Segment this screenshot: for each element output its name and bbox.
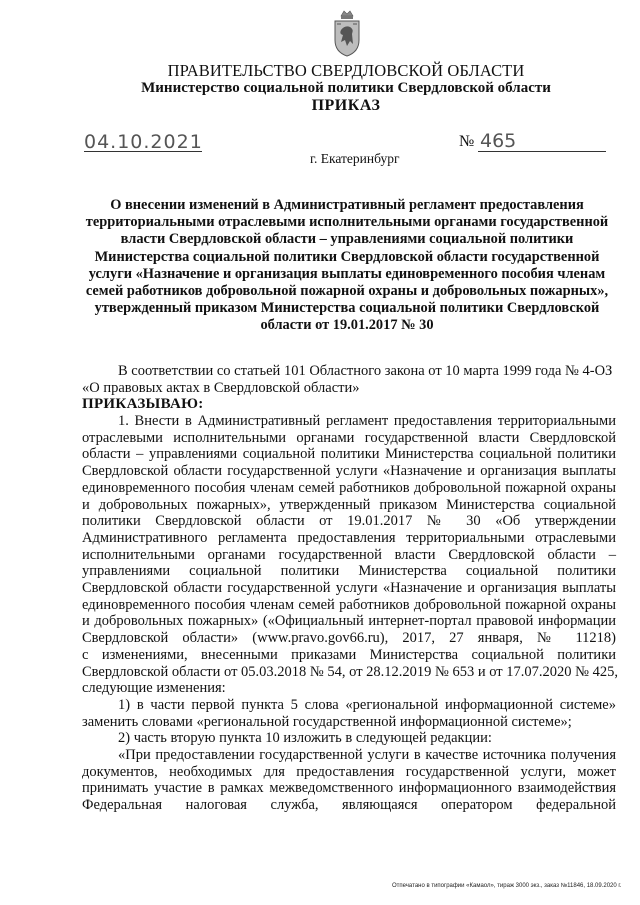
coat-of-arms-emblem (332, 8, 362, 58)
document-type: ПРИКАЗ (311, 97, 381, 114)
quote-line: Федеральная налоговая служба, являющаяся оператором федеральной (82, 797, 616, 814)
order-title (80, 197, 614, 335)
ministry-name: Министерство социальной политики Свердловской области (141, 80, 551, 96)
intro-paragraph (82, 363, 616, 396)
para1-line: Свердловской области государственной услуги «Назначение и организация выплаты (82, 580, 616, 597)
para1-line: с изменениями, внесенными приказами Министерства социальной политики (82, 646, 616, 663)
para1-line: политики Свердловской области от 19.01.2017 № 30 «Об утверждении (82, 513, 616, 530)
intro-line: «О правовых актах в Свердловской области» (82, 379, 360, 396)
para1-line: области – управлениями социальной политики Министерства социальной политики (82, 446, 616, 463)
item2-line: 2) часть вторую пункта 10 изложить в следующей редакции: (118, 730, 492, 747)
para1-line: единовременного пособия членам семей работников добровольной пожарной охраны (82, 596, 616, 613)
para1-line: Свердловской области от 05.03.2018 № 54, от 28.12.2019 № 653 и от 17.07.2020 № 425, (82, 663, 618, 680)
title-line: О внесении изменений в Административный регламент предоставления (110, 197, 584, 213)
title-line: территориальными отраслевыми исполнительными органами государственной (85, 214, 609, 231)
city: г. Екатеринбург (310, 151, 400, 166)
para1-line: Свердловской области» (www.pravo.gov66.ru), 2017, 27 января, № 11218) (82, 630, 616, 647)
order-number: 465 (478, 131, 606, 152)
title-line: семей работников добровольной пожарной охраны и добровольных пожарных», (85, 283, 609, 300)
item1-line: 1) в части первой пункта 5 слова «региональной информационной системе» (118, 696, 616, 713)
para1-line: следующие изменения: (82, 680, 226, 697)
order-word: ПРИКАЗЫВАЮ: (82, 396, 204, 412)
para1-line: Административного регламента предоставления территориальными отраслевыми (82, 529, 616, 546)
order-text (82, 413, 616, 814)
title-line: услуги «Назначение и организация выплаты единовременного пособия членам (88, 265, 606, 282)
print-footer: Отпечатано в типографии «Камаол», тираж 3000 экз., заказ №11846, 18.09.2020 г. (392, 883, 622, 889)
quote-line: документов, необходимых для предоставления государственной услуги, может (82, 763, 616, 780)
para1-line: управлениями социальной политики Министерства социальной политики (82, 563, 616, 580)
quote-line: принимать участие в рамках межведомственного информационного взаимодействия (82, 780, 616, 797)
title-line: утвержденный приказом Министерства социальной политики Свердловской (94, 300, 600, 317)
title-line: власти Свердловской области – управлениями социальной политики (120, 231, 574, 248)
para1-line: и добровольных пожарных», утвержденный приказом Министерства социальной (82, 496, 616, 513)
para1-line: единовременного пособия членам семей работников добровольной пожарной охраны (82, 479, 616, 496)
para1-line: 1. Внести в Административный регламент предоставления территориальными (118, 413, 616, 429)
quote-line: «При предоставлении государственной услуги в качестве источника получения (118, 747, 616, 764)
para1-line: Свердловской области государственной услуги «Назначение и организация выплаты (82, 463, 616, 480)
para1-line: и добровольных пожарных» («Официальный интернет-портал правовой информации (82, 613, 616, 630)
government-name: ПРАВИТЕЛЬСТВО СВЕРДЛОВСКОЙ ОБЛАСТИ (167, 61, 525, 80)
order-date: 04.10.2021 (84, 131, 203, 153)
intro-line: В соответствии со статьей 101 Областного закона от 10 марта 1999 года № 4-ОЗ (118, 363, 613, 379)
title-line: Министерства социальной политики Свердловской области государственной (94, 248, 600, 265)
para1-line: отраслевыми исполнительными органами государственной власти Свердловской (82, 429, 616, 446)
title-line: области от 19.01.2017 № 30 (260, 317, 434, 334)
number-label: № (459, 133, 475, 150)
para1-line: исполнительными органами государственной власти Свердловской области – (82, 546, 616, 563)
item1-line: заменить словами «региональной государственной информационной системе»; (82, 713, 572, 730)
